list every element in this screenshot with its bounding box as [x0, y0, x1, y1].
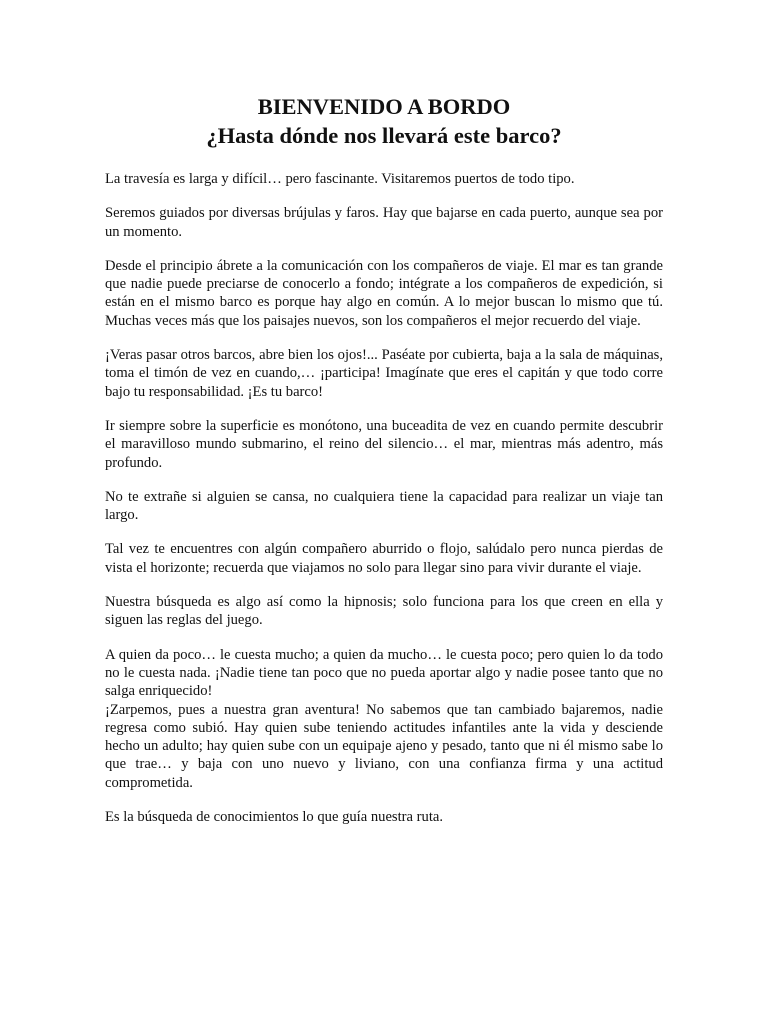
paragraph-11: Es la búsqueda de conocimientos lo que guía nuestra ruta. [105, 809, 443, 826]
document-body [105, 170, 663, 826]
paragraph-6: No te extrañe si alguien se cansa, no cualquiera tiene la capacidad para realizar un viaje tan largo. [105, 488, 663, 524]
paragraph-3: Desde el principio ábrete a la comunicación con los compañeros de viaje. El mar es tan grande que nadie puede preciarse de conocerlo a fondo; intégrate a los compañeros de expedición, si están en el mismo barco es porque hay algo en común. A lo mejor buscan lo mismo que tú. Muchas veces más que los paisajes nuevos, son los compañeros el mejor recuerdo del viaje. [105, 257, 663, 329]
paragraph-5: Ir siempre sobre la superficie es monótono, una buceadita de vez en cuando permite descubrir el maravilloso mundo submarino, el reino del silencio… el mar, mientras más adentro, más profundo. [105, 417, 663, 471]
paragraph-10: ¡Zarpemos, pues a nuestra gran aventura! No sabemos que tan cambiado bajaremos, nadie regresa como subió. Hay quien sube teniendo actitudes infantiles ante la vida y desciende hecho un adulto; hay quien sube con un equipaje ajeno y pesado, tanto que ni él mismo sabe lo que trae… y baja con uno nuevo y liviano, con una confianza firma y una actitud comprometida. [105, 701, 663, 791]
paragraph-2: Seremos guiados por diversas brújulas y faros. Hay que bajarse en cada puerto, aunque sea por un momento. [105, 205, 663, 240]
document-title [105, 92, 663, 150]
title-line-1: BIENVENIDO A BORDO [257, 94, 511, 119]
paragraph-4: ¡Veras pasar otros barcos, abre bien los ojos!... Paséate por cubierta, baja a la sala de máquinas, toma el timón de vez en cuando,… ¡participa! Imagínate que eres el capitán y que todo corre bajo tu responsabilidad. ¡Es tu barco! [105, 347, 663, 400]
title-line-2: ¿Hasta dónde nos llevará este barco? [206, 123, 562, 148]
paragraph-7: Tal vez te encuentres con algún compañero aburrido o flojo, salúdalo pero nunca pierdas de vista el horizonte; recuerda que viajamos no solo para llegar sino para vivir durante el viaje. [105, 541, 663, 576]
paragraph-1: La travesía es larga y difícil… pero fascinante. Visitaremos puertos de todo tipo. [105, 171, 575, 187]
paragraph-8: Nuestra búsqueda es algo así como la hipnosis; solo funciona para los que creen en ella y siguen las reglas del juego. [105, 594, 663, 629]
paragraph-9: A quien da poco… le cuesta mucho; a quien da mucho… le cuesta poco; pero quien lo da todo no le cuesta nada. ¡Nadie tiene tan poco que no pueda aportar algo y nadie posee tanto que no salga enriquecido! [105, 646, 663, 700]
